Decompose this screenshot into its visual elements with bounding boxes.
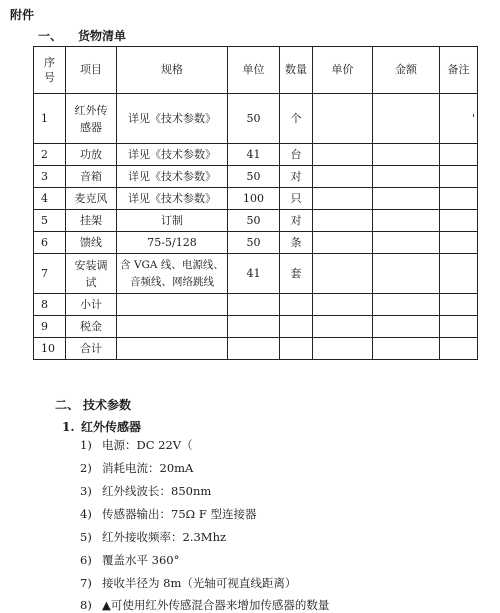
cell-note: [440, 144, 478, 166]
cell-no: 9: [34, 316, 66, 338]
param-number: 2): [80, 461, 92, 475]
cell-unit: 50: [228, 232, 280, 254]
cell-price: [313, 254, 373, 294]
cell-amount: [373, 188, 440, 210]
cell-qty: 只: [280, 188, 313, 210]
cell-qty: 个: [280, 94, 313, 144]
cell-amount: [373, 232, 440, 254]
cell-note: [440, 316, 478, 338]
cell-amount: [373, 166, 440, 188]
cell-no: 1: [34, 94, 66, 144]
cell-unit: 50: [228, 94, 280, 144]
cell-amount: [373, 338, 440, 360]
table-row: [34, 254, 478, 294]
cell-price: [313, 232, 373, 254]
subsection-infrared-sensor-heading: [62, 418, 141, 435]
param-item: [80, 529, 226, 545]
cell-no: 6: [34, 232, 66, 254]
cell-spec: 详见《技术参数》: [117, 166, 228, 188]
cell-spec: 订制: [117, 210, 228, 232]
table-row: [34, 294, 478, 316]
header-no: 序号: [34, 47, 66, 94]
cell-item: 功放: [66, 144, 117, 166]
table-row: [34, 144, 478, 166]
cell-item: 安装调试: [66, 254, 117, 294]
cell-note: [440, 338, 478, 360]
cell-no: 5: [34, 210, 66, 232]
cell-item: 小计: [66, 294, 117, 316]
header-item: 项目: [66, 47, 117, 94]
table-row: [34, 316, 478, 338]
cell-qty: [280, 338, 313, 360]
cell-note: [440, 210, 478, 232]
param-text: 消耗电流：20mA: [102, 461, 194, 475]
param-number: 8): [80, 598, 92, 612]
section-title: 技术参数: [83, 398, 132, 412]
section-number: 二、: [55, 398, 80, 412]
cell-note: [440, 232, 478, 254]
param-text: 电源：DC 22V（: [102, 438, 193, 452]
cell-no: 2: [34, 144, 66, 166]
cell-unit: 50: [228, 210, 280, 232]
table-row: [34, 188, 478, 210]
section-title: 货物清单: [78, 29, 127, 43]
cell-amount: [373, 254, 440, 294]
cell-note: [440, 166, 478, 188]
param-item: [80, 437, 193, 453]
cell-note: ': [440, 94, 478, 144]
param-text: ▲可使用红外传感混合器来增加传感器的数量: [102, 598, 330, 612]
header-spec: 规格: [117, 47, 228, 94]
param-number: 7): [80, 576, 92, 590]
table-row: [34, 232, 478, 254]
cell-spec: 详见《技术参数》: [117, 94, 228, 144]
cell-amount: [373, 316, 440, 338]
subsection-number: 1.: [62, 420, 75, 434]
param-text: 接收半径为 8m（光轴可视直线距离）: [102, 576, 297, 590]
cell-qty: 对: [280, 210, 313, 232]
cell-amount: [373, 144, 440, 166]
param-number: 4): [80, 507, 92, 521]
header-qty: 数量: [280, 47, 313, 94]
cell-no: 4: [34, 188, 66, 210]
param-item: [80, 597, 329, 613]
cell-price: [313, 338, 373, 360]
cell-spec: [117, 316, 228, 338]
attachment-label: 附件: [10, 8, 35, 22]
cell-item: 音箱: [66, 166, 117, 188]
header-note: 备注: [440, 47, 478, 94]
cell-amount: [373, 94, 440, 144]
cell-spec: 75-5/128: [117, 232, 228, 254]
goods-list-table: [33, 46, 478, 360]
table-row: [34, 166, 478, 188]
section-goods-list-heading: [38, 27, 126, 44]
table-header-row: [34, 47, 478, 94]
cell-spec: 详见《技术参数》: [117, 188, 228, 210]
param-text: 覆盖水平 360°: [102, 553, 180, 567]
param-item: [80, 460, 193, 476]
cell-qty: 条: [280, 232, 313, 254]
param-text: 红外接收频率：2.3Mhz: [102, 530, 227, 544]
section-tech-params-heading: [55, 396, 131, 413]
cell-unit: [228, 294, 280, 316]
param-item: [80, 575, 296, 591]
cell-qty: 对: [280, 166, 313, 188]
cell-price: [313, 166, 373, 188]
cell-no: 8: [34, 294, 66, 316]
cell-unit: 100: [228, 188, 280, 210]
cell-no: 7: [34, 254, 66, 294]
param-item: [80, 483, 211, 499]
cell-no: 3: [34, 166, 66, 188]
param-text: 红外线波长：850nm: [102, 484, 212, 498]
section-number: 一、: [38, 29, 63, 43]
cell-qty: [280, 294, 313, 316]
cell-spec: 含 VGA 线、电源线、音频线、网络跳线: [117, 254, 228, 294]
cell-spec: [117, 338, 228, 360]
subsection-title: 红外传感器: [81, 420, 142, 434]
table-row: [34, 338, 478, 360]
cell-qty: [280, 316, 313, 338]
cell-note: [440, 254, 478, 294]
cell-unit: 50: [228, 166, 280, 188]
cell-amount: [373, 294, 440, 316]
param-number: 6): [80, 553, 92, 567]
cell-price: [313, 316, 373, 338]
table-row: [34, 94, 478, 144]
cell-spec: [117, 294, 228, 316]
cell-price: [313, 294, 373, 316]
header-price: 单价: [313, 47, 373, 94]
cell-note: [440, 294, 478, 316]
param-number: 5): [80, 530, 92, 544]
param-item: [80, 552, 179, 568]
cell-amount: [373, 210, 440, 232]
cell-unit: [228, 338, 280, 360]
cell-price: [313, 188, 373, 210]
header-unit: 单位: [228, 47, 280, 94]
header-amount: 金额: [373, 47, 440, 94]
cell-note: [440, 188, 478, 210]
cell-no: 10: [34, 338, 66, 360]
cell-unit: 41: [228, 254, 280, 294]
param-number: 1): [80, 438, 92, 452]
cell-item: 红外传感器: [66, 94, 117, 144]
cell-spec: 详见《技术参数》: [117, 144, 228, 166]
cell-item: 挂架: [66, 210, 117, 232]
cell-item: 合计: [66, 338, 117, 360]
cell-item: 麦克风: [66, 188, 117, 210]
cell-unit: [228, 316, 280, 338]
cell-item: 馈线: [66, 232, 117, 254]
cell-price: [313, 94, 373, 144]
cell-price: [313, 144, 373, 166]
cell-unit: 41: [228, 144, 280, 166]
cell-qty: 套: [280, 254, 313, 294]
param-number: 3): [80, 484, 92, 498]
table-row: [34, 210, 478, 232]
cell-qty: 台: [280, 144, 313, 166]
param-text: 传感器输出：75Ω F 型连接器: [102, 507, 257, 521]
cell-item: 税金: [66, 316, 117, 338]
cell-price: [313, 210, 373, 232]
param-item: [80, 506, 256, 522]
